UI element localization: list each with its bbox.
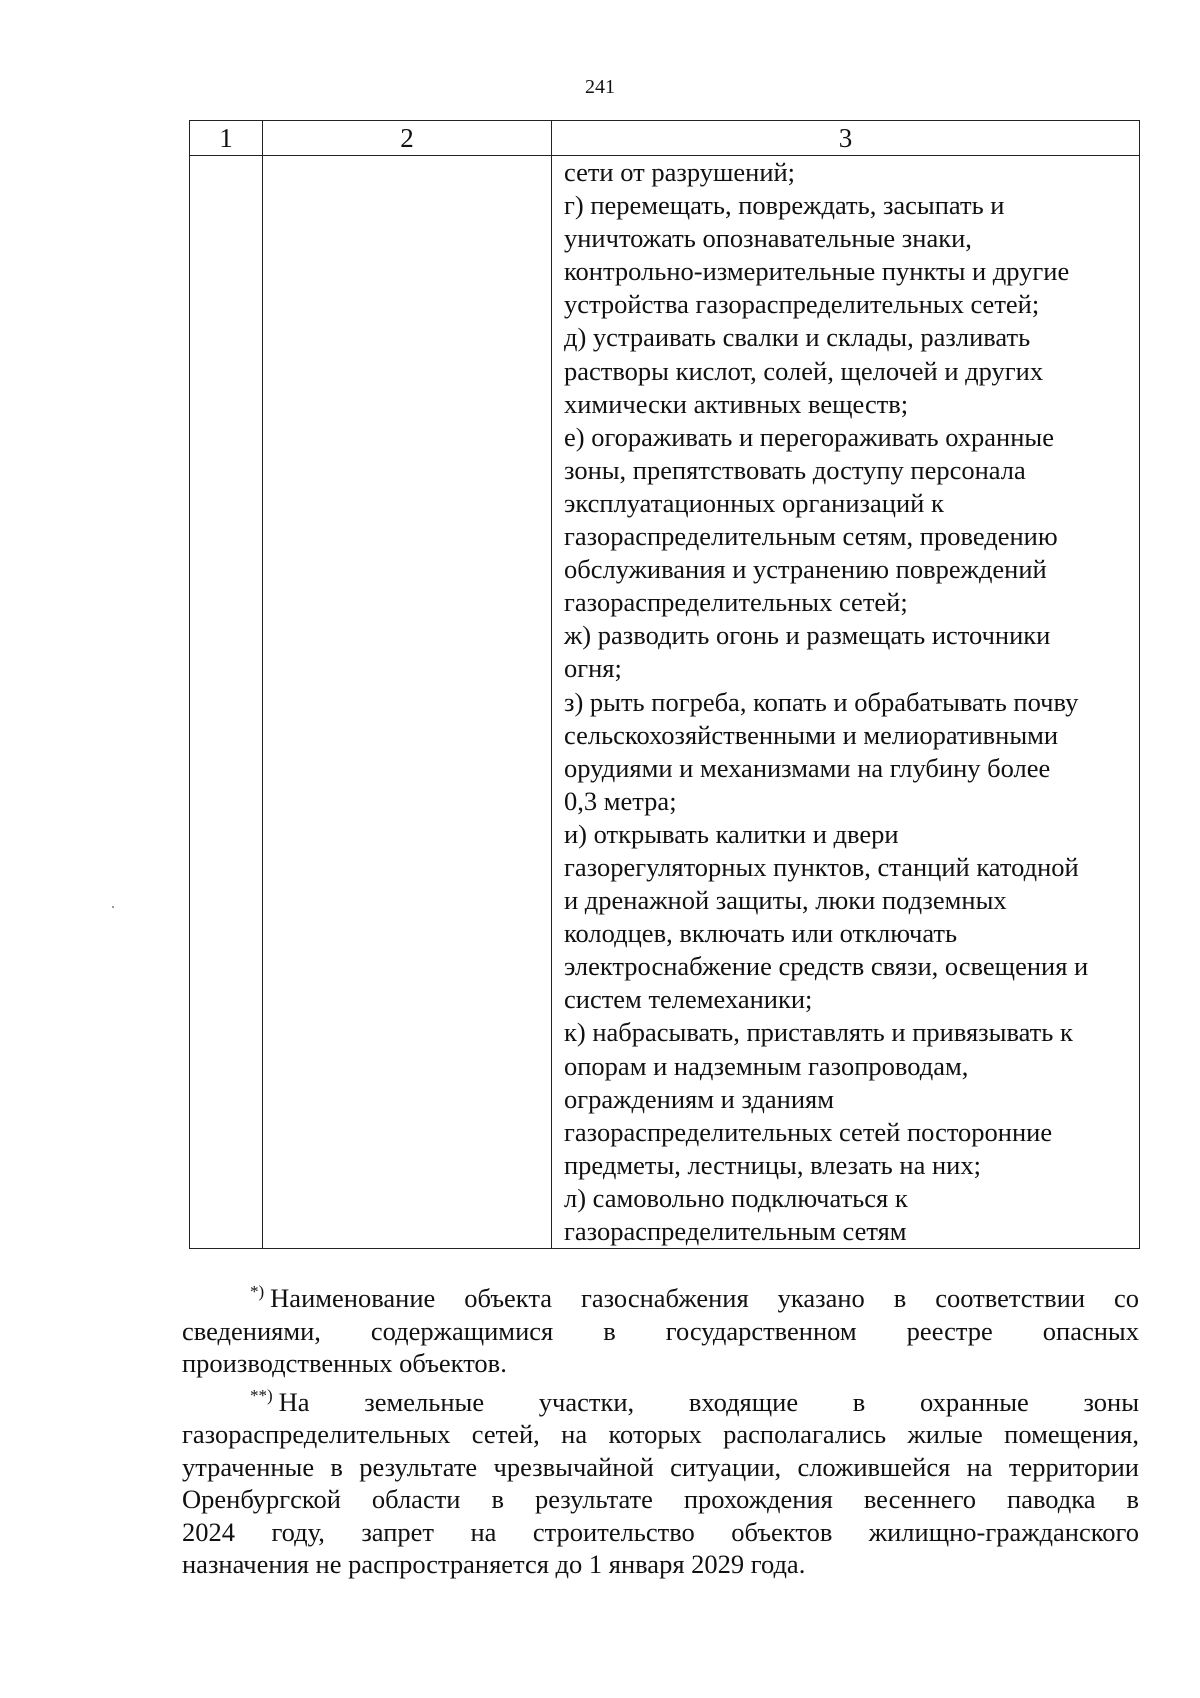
footnote-line: утраченные в результате чрезвычайной ситуации, сложившейся на территории: [182, 1451, 1139, 1482]
table-text-line: опорам и надземным газопроводам,: [564, 1050, 969, 1081]
footnote-line: газораспределительных сетей, на которых располагались жилые помещения,: [182, 1419, 1139, 1449]
cell-col-3: [552, 156, 1140, 1249]
restrictions-table: [189, 120, 1140, 1249]
table-text-line: электроснабжение средств связи, освещения и: [564, 951, 1089, 982]
footnote-line: На земельные участки, входящие в охранные зоны: [278, 1386, 1139, 1417]
table-text-line: сельскохозяйственными и мелиоративными: [564, 719, 1059, 750]
table-text-line: растворы кислот, солей, щелочей и других: [564, 355, 1044, 386]
table-text-line: газораспределительных сетей посторонние: [564, 1116, 1053, 1147]
table-header-row: [190, 121, 1140, 156]
table-text-line: уничтожать опознавательные знаки,: [564, 223, 972, 254]
table-text-line: газораспределительным сетям, проведению: [564, 521, 1058, 552]
table-text-line: обслуживания и устранению повреждений: [564, 554, 1047, 585]
table-text-line: газораспределительным сетям: [564, 1216, 907, 1246]
table-row: [190, 156, 1140, 1249]
table-text-line: систем телемеханики;: [564, 984, 813, 1015]
table-text-line: 0,3 метра;: [564, 785, 677, 816]
footnote-mark: *): [250, 1282, 265, 1301]
footnotes: [182, 1276, 1139, 1581]
table-text-line: к) набрасывать, приставлять и привязывать к: [564, 1017, 1073, 1048]
table-text-line: л) самовольно подключаться к: [564, 1182, 908, 1213]
table-text-line: г) перемещать, повреждать, засыпать и: [564, 190, 1005, 221]
scan-artifact-dot: [112, 906, 114, 908]
table-text-line: газорегуляторных пунктов, станций катодной: [564, 851, 1079, 882]
table-text-line: эксплуатационных организаций к: [564, 487, 944, 518]
table-text-line: д) устраивать свалки и склады, разливать: [564, 322, 1031, 353]
table-text-line: контрольно-измерительные пункты и другие: [564, 256, 1070, 287]
footnote-line: производственных объектов.: [182, 1348, 507, 1378]
footnote-line: Оренбургской области в результате прохождения весеннего паводка в: [182, 1484, 1139, 1514]
table-text-line: е) огораживать и перегораживать охранные: [564, 421, 1054, 452]
table-text-line: сети от разрушений;: [564, 157, 796, 187]
table-text-line: з) рыть погреба, копать и обрабатывать почву: [564, 686, 1079, 717]
footnote-line: 2024 году, запрет на строительство объектов жилищно-гражданского: [182, 1516, 1139, 1547]
page-number: 241: [585, 76, 615, 98]
footnote-mark: **): [250, 1385, 273, 1405]
column-header-2: 2: [263, 121, 552, 156]
column-header-1: 1: [190, 121, 263, 156]
table-text-line: орудиями и механизмами на глубину более: [564, 752, 1051, 783]
cell-col-1: [190, 156, 263, 1249]
footnote-line: назначения не распространяется до 1 января 2029 года.: [182, 1549, 806, 1579]
footnote-1: [182, 1276, 1139, 1380]
table-text-line: ограждениям и зданиям: [564, 1083, 834, 1114]
column-header-3: 3: [552, 121, 1140, 156]
restrictions-text: [552, 156, 1139, 1248]
table-text-line: газораспределительных сетей;: [564, 587, 908, 618]
table-text-line: зоны, препятствовать доступу персонала: [564, 454, 1026, 485]
table-text-line: и) открывать калитки и двери: [564, 818, 899, 849]
table-text-line: огня;: [564, 653, 622, 684]
cell-col-2: [263, 156, 552, 1249]
footnote-line: сведениями, содержащимися в государственном реестре опасных: [182, 1315, 1139, 1346]
table-text-line: колодцев, включать или отключать: [564, 918, 958, 949]
table-text-line: химически активных веществ;: [564, 388, 909, 419]
table-text-line: и дренажной защиты, люки подземных: [564, 885, 1007, 916]
footnote-2: [182, 1380, 1139, 1581]
table-text-line: ж) разводить огонь и размещать источники: [564, 620, 1051, 651]
table-text-line: устройства газораспределительных сетей;: [564, 289, 1040, 320]
table-text-line: предметы, лестницы, влезать на них;: [564, 1149, 981, 1180]
footnote-line: Наименование объекта газоснабжения указано в соответствии со: [270, 1283, 1139, 1313]
